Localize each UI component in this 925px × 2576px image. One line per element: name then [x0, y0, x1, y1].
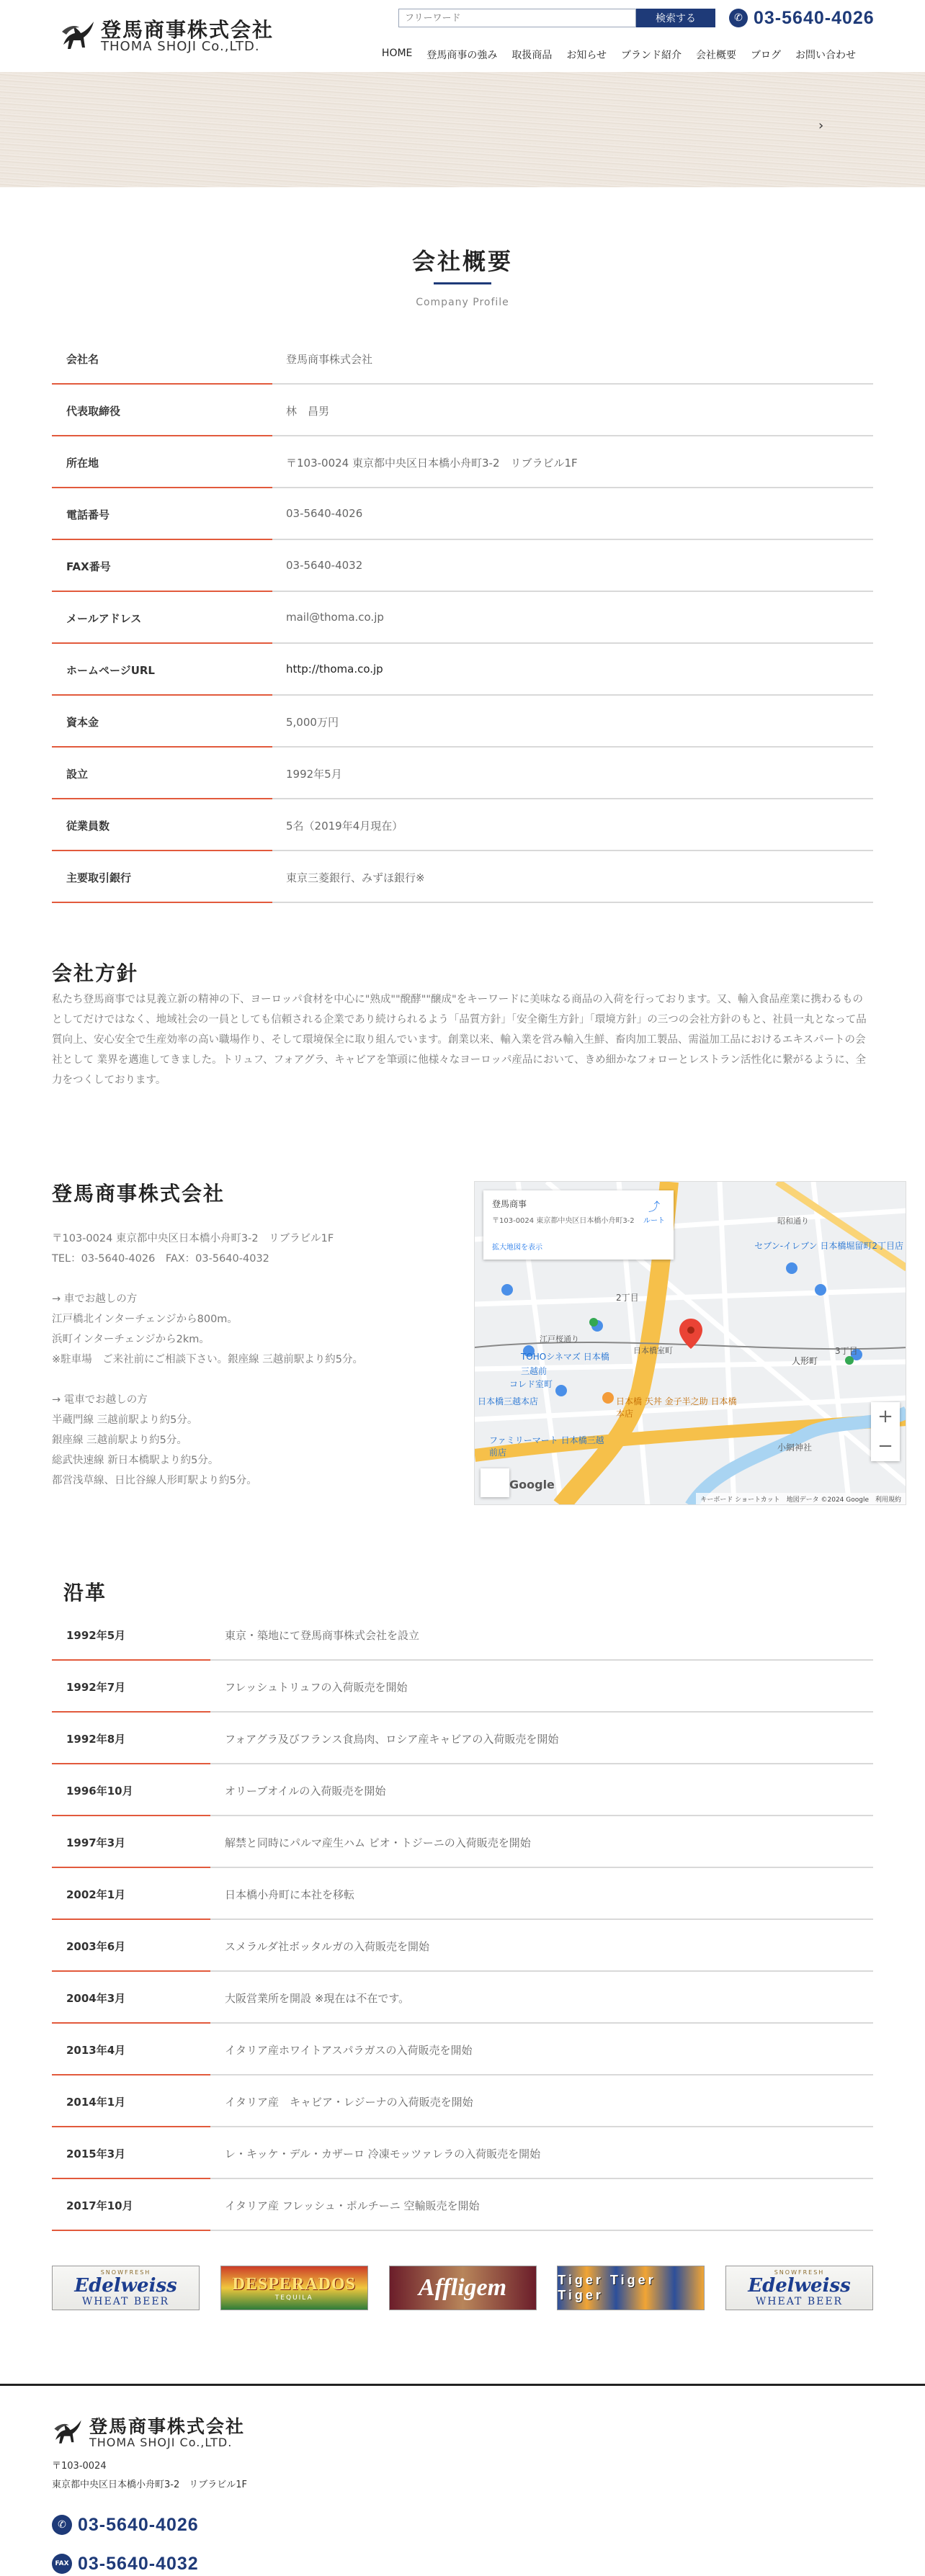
history-event: レ・キッケ・デル・カザーロ 冷凍モッツァレラの入荷販売を開始	[225, 2148, 541, 2160]
banner-tagline: SNOWFRESH	[774, 2268, 825, 2276]
banner-sub: TEQUILA	[274, 2294, 313, 2302]
access-line: 江戸橋北インターチェンジから800m。	[52, 1314, 238, 1325]
map-info-card	[483, 1190, 674, 1260]
row-label: ホームページURL	[66, 664, 155, 677]
nav-strengths[interactable]: 登馬商事の強み	[426, 50, 498, 61]
map-label: 三越前	[521, 1366, 548, 1376]
map-label: 江戸桜通り	[540, 1334, 579, 1344]
zoom-out-button[interactable]: −	[877, 1435, 893, 1457]
banner-edelweiss-2[interactable]	[725, 2266, 873, 2310]
row-value: 東京三菱銀行、みずほ銀行※	[286, 871, 425, 884]
footer-postal: 〒103-0024	[52, 2461, 107, 2472]
header-tel-number: 03-5640-4026	[754, 7, 875, 28]
zoom-in-button[interactable]: +	[877, 1406, 893, 1427]
google-map[interactable]	[474, 1181, 906, 1505]
map-label: 小網神社	[777, 1442, 813, 1453]
banner-sub: WHEAT BEER	[755, 2295, 844, 2307]
access-line: 浜町インターチェンジから2km。	[52, 1334, 210, 1345]
brand-banners	[52, 2266, 873, 2310]
banner-tiger[interactable]	[557, 2266, 705, 2310]
table-row	[52, 1816, 873, 1868]
access-line: 都営浅草線、日比谷線人形町駅より約5分。	[52, 1475, 257, 1486]
access-line: 総武快速線 新日本橋駅より約5分。	[52, 1455, 219, 1466]
access-line	[52, 1269, 455, 1289]
banner-brand: Affligem	[418, 2274, 507, 2301]
table-row	[52, 385, 873, 436]
site-header	[0, 0, 925, 72]
fax-icon: FAX	[52, 2554, 72, 2574]
global-nav	[382, 48, 856, 62]
row-label: 設立	[66, 768, 89, 781]
history-date: 1996年10月	[66, 1785, 133, 1798]
map-larger-link[interactable]: 拡大地図を表示	[492, 1244, 542, 1252]
banner-edelweiss[interactable]	[52, 2266, 200, 2310]
history-date: 1992年5月	[66, 1629, 126, 1642]
banner-brand: Edelweiss	[748, 2274, 851, 2297]
search-input[interactable]	[398, 9, 636, 27]
table-row	[52, 851, 873, 903]
map-label: 人形町	[792, 1356, 818, 1366]
map-label: 日本橋三越本店	[478, 1396, 539, 1406]
banner-brand: Edelweiss	[74, 2274, 177, 2297]
map-label: ファミリーマート 日本橋三越前店	[489, 1435, 604, 1458]
history-event: 東京・築地にて登馬商事株式会社を設立	[225, 1629, 420, 1642]
map-directions[interactable]	[643, 1198, 665, 1225]
street-view-icon[interactable]	[481, 1468, 509, 1497]
footer-address	[52, 2457, 247, 2495]
homepage-link[interactable]: http://thoma.co.jp	[286, 663, 383, 676]
history-heading: 沿革	[63, 1581, 107, 1605]
nav-company[interactable]: 会社概要	[696, 50, 736, 61]
table-row	[52, 1661, 873, 1713]
row-value: 林 昌男	[286, 405, 330, 418]
logo-company-jp: 登馬商事株式会社	[101, 18, 274, 42]
map-label: 日本橋室町	[633, 1346, 673, 1355]
map-label: 3丁目	[835, 1346, 858, 1356]
row-value: 〒103-0024 東京都中央区日本橋小舟町3-2 リブラビル1F	[286, 457, 578, 470]
phone-icon: ✆	[729, 9, 748, 27]
history-event: イタリア産 フレッシュ・ポルチーニ 空輸販売を開始	[225, 2199, 480, 2212]
footer-divider	[0, 2384, 925, 2386]
row-value: 03-5640-4032	[286, 559, 363, 572]
google-logo: Google	[509, 1478, 555, 1491]
table-row	[52, 2179, 873, 2231]
history-date: 1992年8月	[66, 1733, 126, 1746]
row-value: 1992年5月	[286, 768, 342, 781]
history-event: イタリア産 キャビア・レジーナの入荷販売を開始	[225, 2096, 473, 2109]
table-row	[52, 1920, 873, 1972]
map-zoom-controls	[871, 1402, 900, 1461]
banner-brand: Tiger Tiger Tiger	[558, 2273, 656, 2302]
row-label: 代表取締役	[66, 405, 121, 418]
history-event: スメラルダ社ボッタルガの入荷販売を開始	[225, 1940, 429, 1953]
access-line: 〒103-0024 東京都中央区日本橋小舟町3-2 リブラビル1F	[52, 1233, 334, 1244]
access-line: → 電車でお越しの方	[52, 1394, 148, 1406]
table-row	[52, 2024, 873, 2075]
access-line: TEL：03-5640-4026 FAX：03-5640-4032	[52, 1253, 269, 1265]
map-label: 昭和通り	[777, 1216, 809, 1226]
history-date: 2015年3月	[66, 2148, 126, 2160]
map-label: TOHOシネマズ 日本橋	[521, 1352, 609, 1362]
map-label: コレド室町	[509, 1379, 553, 1389]
page-subtitle: Company Profile	[416, 297, 509, 308]
row-label: メールアドレス	[66, 612, 142, 625]
table-row	[52, 644, 873, 696]
banner-desperados[interactable]	[220, 2266, 368, 2310]
history-event: 解禁と同時にパルマ産生ハム ビオ・トジーニの入荷販売を開始	[225, 1836, 531, 1849]
row-label: FAX番号	[66, 560, 111, 573]
access-line: → 車でお越しの方	[52, 1293, 138, 1305]
nav-brands[interactable]: ブランド紹介	[621, 50, 682, 61]
row-value: 5,000万円	[286, 716, 339, 729]
footer-tel-number: 03-5640-4026	[78, 2514, 199, 2535]
nav-products[interactable]: 取扱商品	[511, 50, 553, 61]
hero-next-arrow[interactable]: ›	[818, 118, 824, 133]
footer-company-jp: 登馬商事株式会社	[89, 2416, 246, 2437]
banner-tagline: SNOWFRESH	[100, 2268, 151, 2276]
history-event: オリーブオイルの入荷販売を開始	[225, 1785, 386, 1798]
table-row	[52, 488, 873, 540]
nav-news[interactable]: お知らせ	[566, 50, 607, 61]
policy-heading: 会社方針	[52, 961, 139, 985]
history-date: 2017年10月	[66, 2199, 133, 2212]
map-label: 2丁目	[616, 1293, 639, 1303]
footer-tel[interactable]	[52, 2513, 199, 2536]
table-row	[52, 2127, 873, 2179]
email-link[interactable]: mail@thoma.co.jp	[286, 611, 384, 624]
table-row	[52, 748, 873, 799]
table-row	[52, 1972, 873, 2024]
table-row	[52, 333, 873, 385]
footer-street: 東京都中央区日本橋小舟町3-2 リブラビル1F	[52, 2479, 247, 2490]
pegasus-logo-icon	[52, 2415, 84, 2447]
access-line: 半蔵門線 三越前駅より約5分。	[52, 1414, 198, 1426]
history-event: フレッシュトリュフの入荷販売を開始	[225, 1681, 408, 1694]
banner-sub: WHEAT BEER	[81, 2295, 170, 2307]
access-heading: 登馬商事株式会社	[52, 1182, 225, 1206]
history-date: 2004年3月	[66, 1992, 126, 2005]
footer-fax	[52, 2552, 199, 2575]
history-date: 1992年7月	[66, 1681, 126, 1694]
history-event: イタリア産ホワイトアスパラガスの入荷販売を開始	[225, 2044, 473, 2057]
history-date: 2014年1月	[66, 2096, 126, 2109]
map-footer[interactable]: キーボード ショートカット 地図データ ©2024 Google 利用規約	[696, 1493, 906, 1504]
table-row	[52, 1609, 873, 1661]
directions-icon: ⤴	[648, 1200, 660, 1213]
logo-company-en: THOMA SHOJI Co.,LTD.	[101, 39, 260, 54]
map-label: 日本橋 天丼 金子半之助 日本橋本店	[616, 1396, 737, 1419]
access-info	[52, 1229, 455, 1491]
row-label: 所在地	[66, 457, 99, 470]
row-label: 会社名	[66, 353, 99, 366]
search-button[interactable]: 検索する	[636, 9, 715, 27]
footer-fax-number: 03-5640-4032	[78, 2553, 199, 2574]
table-row	[52, 436, 873, 488]
banner-affligem[interactable]	[389, 2266, 537, 2310]
pegasus-logo-icon	[59, 16, 97, 53]
history-event: 大阪営業所を開設 ※現在は不在です。	[225, 1992, 410, 2005]
site-logo[interactable]	[59, 13, 275, 56]
table-row	[52, 592, 873, 644]
access-line: 銀座線 三越前駅より約5分。	[52, 1435, 187, 1446]
row-value: 登馬商事株式会社	[286, 353, 373, 366]
history-date: 2003年6月	[66, 1940, 126, 1953]
policy-text: 私たち登馬商事では見義立新の精神の下、ヨーロッパ食材を中心に"熟成""醗酵""醸成"をキーワードに美味なる商品の入荷を行っております。又、輸入食品産業に携わるものとしてだけではなく、地域社会の一員としても信頼される企業であり続けられるよう「品質方針」「安全衛生方針」「環境方針」の三つの会社方針のもと、社員一丸となって品質向上、安心安全で生産効率の高い職場作り、そして環境保全に取り組んでいます。創業以来、輸入業を営み輸入生鮮、畜肉加工製品、需溢加工品におけるエキスパートの会社として 業界を邁進してきました。トリュフ、フォアグラ、キャビアを筆頭に他様々なヨーロッパ産品において、きめ細かなフォローとレストラン活性化に繋がるように、全力をつくしております。	[52, 994, 867, 1086]
phone-icon: ✆	[52, 2515, 72, 2535]
table-row	[52, 2075, 873, 2127]
history-event: フォアグラ及びフランス食鳥肉、ロシア産キャビアの入荷販売を開始	[225, 1733, 559, 1746]
hero-banner	[0, 72, 925, 187]
row-label: 電話番号	[66, 508, 110, 521]
access-line: ※駐車場 ご来社前にご相談下さい。銀座線 三越前駅より約5分。	[52, 1354, 363, 1365]
row-label: 従業員数	[66, 820, 110, 833]
row-value: 5名（2019年4月現在）	[286, 820, 403, 833]
table-row	[52, 1868, 873, 1920]
footer-logo[interactable]	[52, 2413, 282, 2450]
footer-company-en: THOMA SHOJI Co.,LTD.	[89, 2436, 233, 2449]
history-event: 日本橋小舟町に本社を移転	[225, 1888, 355, 1901]
nav-contact[interactable]: お問い合わせ	[795, 50, 856, 61]
history-date: 2013年4月	[66, 2044, 126, 2057]
banner-brand: DESPERADOS	[232, 2274, 356, 2294]
map-label: セブン-イレブン 日本橋堀留町2丁目店	[754, 1241, 903, 1251]
table-row	[52, 1713, 873, 1764]
row-label: 主要取引銀行	[66, 871, 132, 884]
table-row	[52, 799, 873, 851]
map-card-title: 登馬商事	[492, 1199, 527, 1209]
history-date: 1997年3月	[66, 1836, 126, 1849]
map-card-address: 〒103-0024 東京都中央区日本橋小舟町3-2	[492, 1217, 635, 1225]
table-row	[52, 1764, 873, 1816]
access-line	[52, 1370, 455, 1390]
history-date: 2002年1月	[66, 1888, 126, 1901]
nav-blog[interactable]: ブログ	[751, 50, 781, 61]
title-underline	[434, 282, 491, 284]
row-value: 03-5640-4026	[286, 507, 363, 520]
nav-home[interactable]: HOME	[381, 48, 413, 59]
table-row	[52, 696, 873, 748]
row-label: 資本金	[66, 716, 99, 729]
header-tel[interactable]	[729, 6, 875, 30]
table-row	[52, 540, 873, 592]
page-title: 会社概要	[411, 248, 513, 275]
directions-label: ルート	[643, 1217, 665, 1225]
